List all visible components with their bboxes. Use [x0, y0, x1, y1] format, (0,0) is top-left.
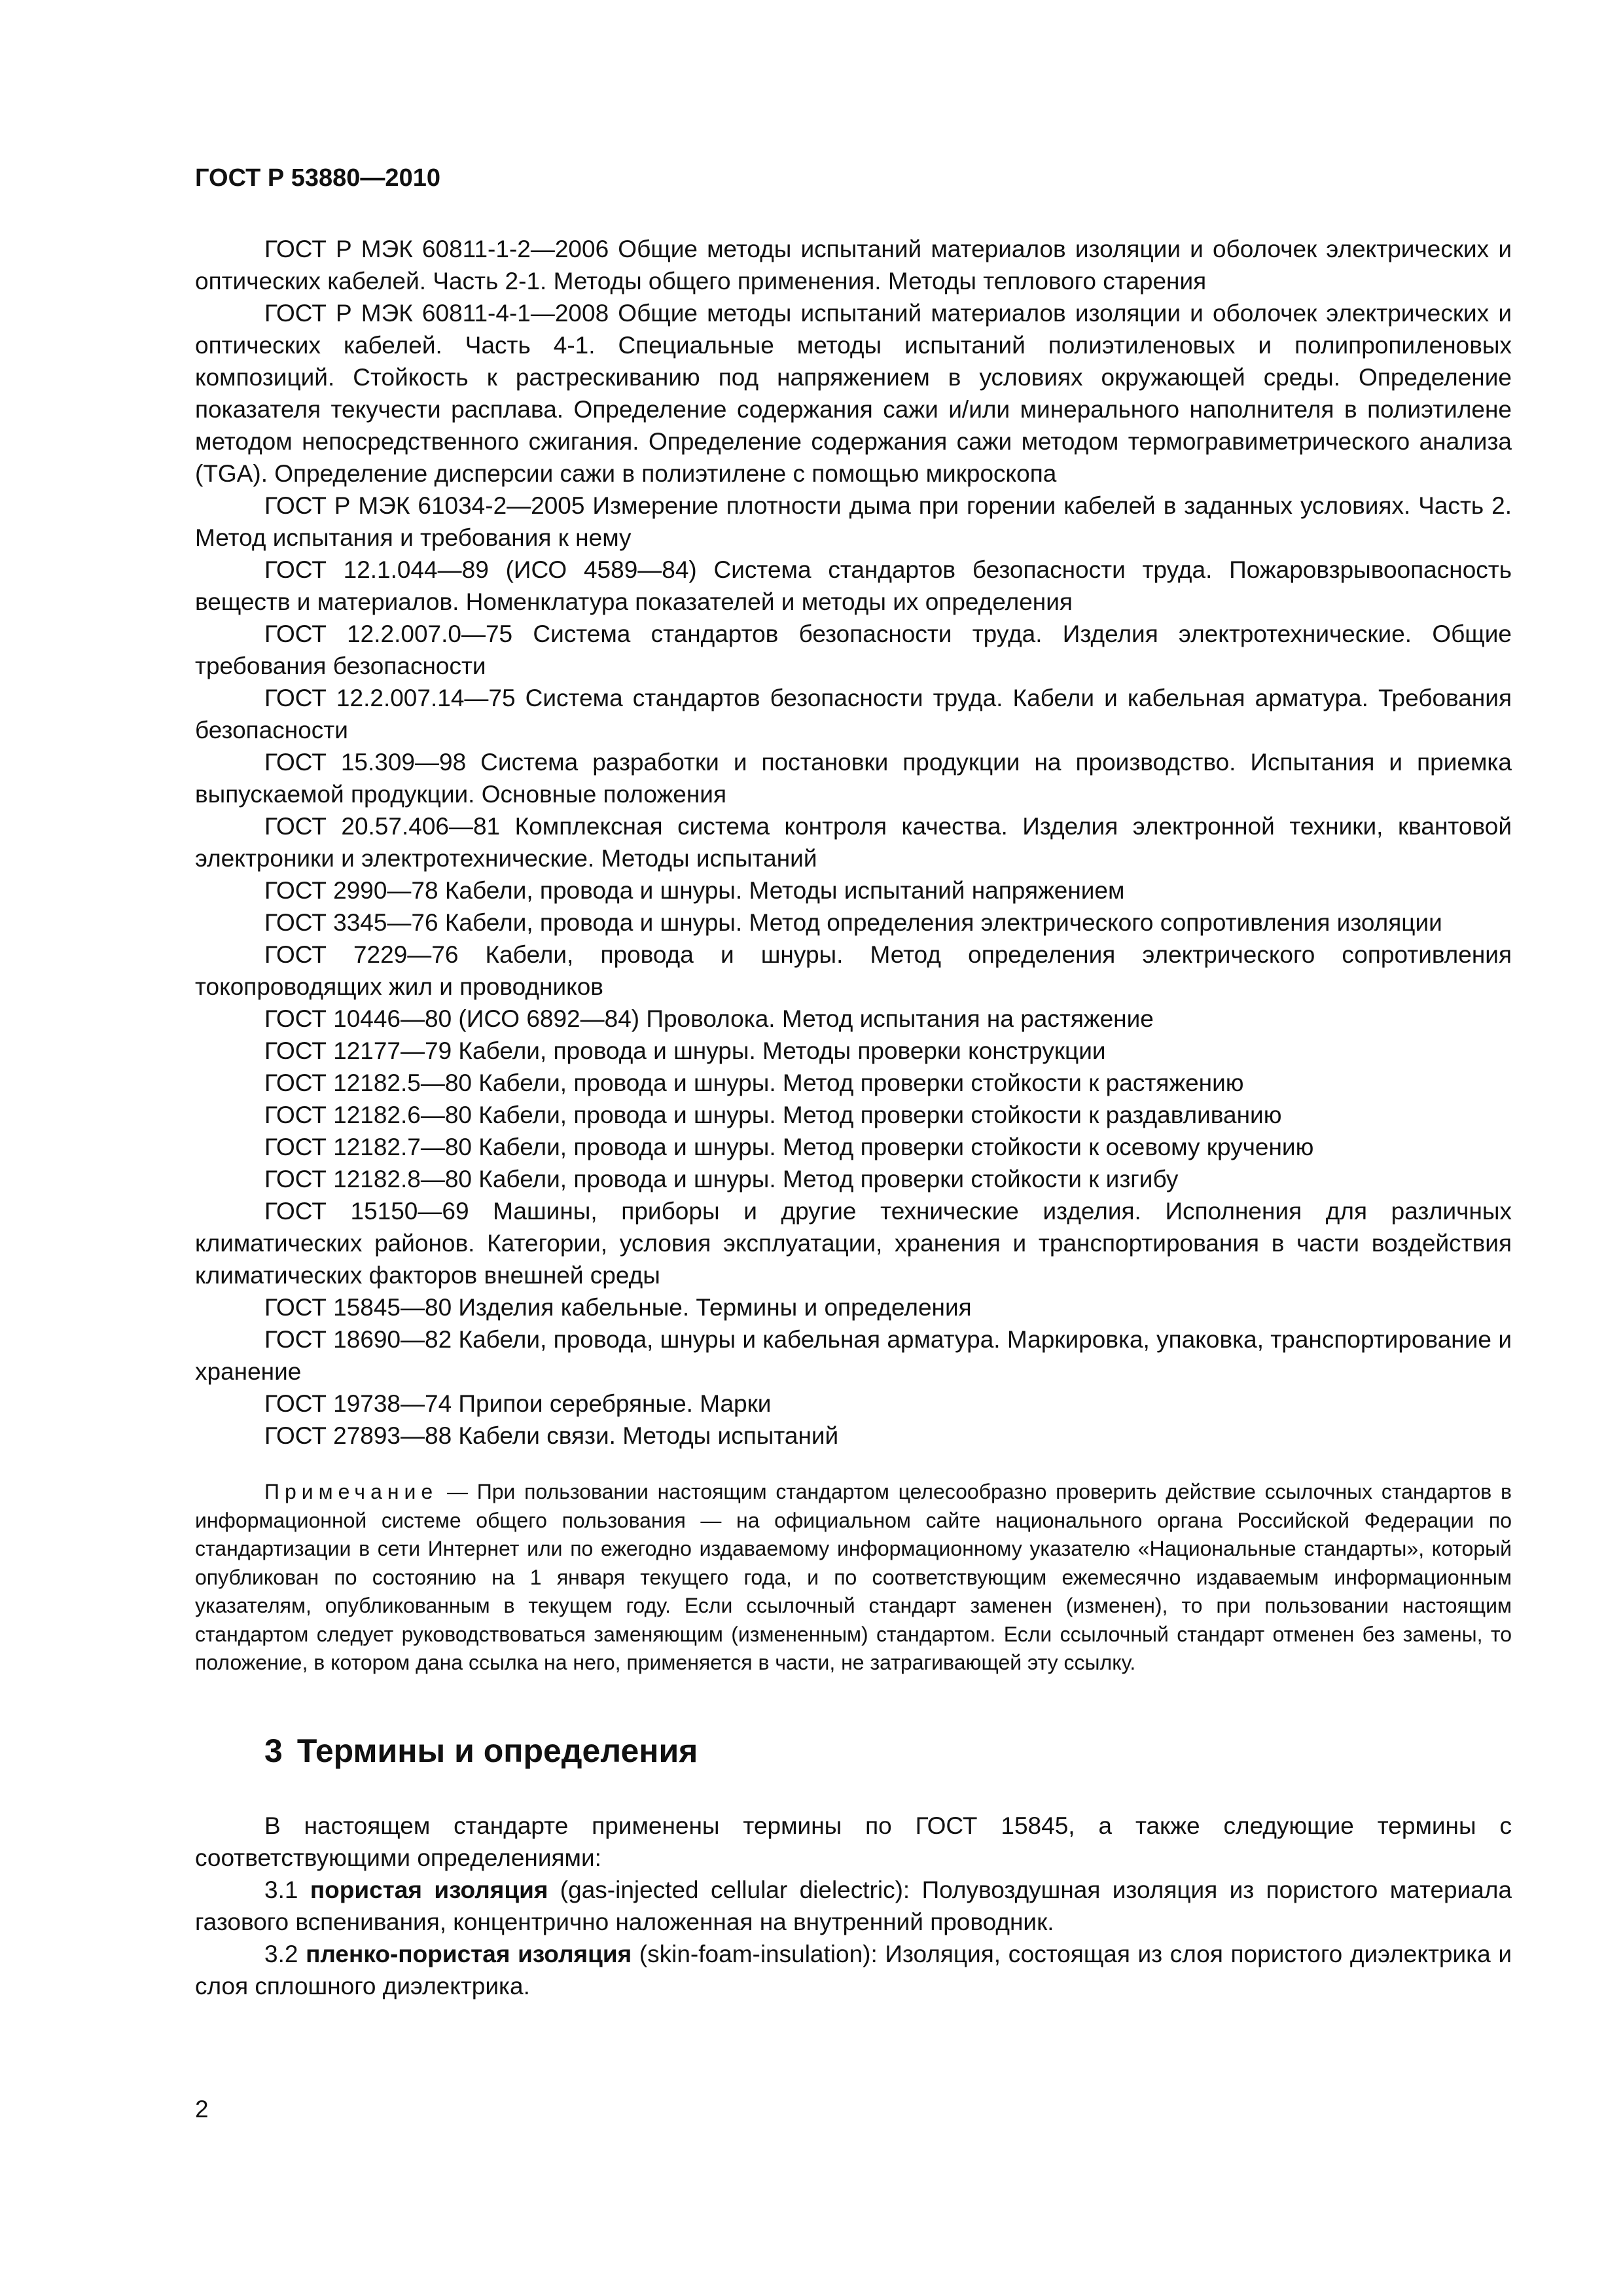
page-number: 2: [195, 2096, 209, 2123]
reference-item: ГОСТ 10446—80 (ИСО 6892—84) Проволока. Метод испытания на растяжение: [264, 1005, 1154, 1032]
reference-item: ГОСТ 12182.8—80 Кабели, провода и шнуры. Метод проверки стойкости к изгибу: [264, 1166, 1179, 1193]
reference-item: ГОСТ 19738—74 Припои серебряные. Марки: [264, 1390, 772, 1417]
reference-item: ГОСТ 12.2.007.0—75 Система стандартов безопасности труда. Изделия электротехнические. Общие требования безопасности: [195, 620, 1512, 679]
reference-item: ГОСТ 7229—76 Кабели, провода и шнуры. Метод определения электрического сопротивления токопроводящих жил и проводников: [195, 941, 1512, 1000]
section-title: Термины и определения: [296, 1732, 698, 1769]
term-number: 3.1: [264, 1876, 298, 1903]
reference-item: ГОСТ Р МЭК 60811-1-2—2006 Общие методы испытаний материалов изоляции и оболочек электрических и оптических кабелей. Часть 2-1. Методы общего применения. Методы теплового старения: [195, 236, 1512, 295]
reference-item: ГОСТ 12177—79 Кабели, провода и шнуры. Методы проверки конструкции: [264, 1037, 1106, 1064]
terms-block: [195, 1810, 1512, 2002]
reference-item: ГОСТ 12182.6—80 Кабели, провода и шнуры. Метод проверки стойкости к раздавливанию: [264, 1102, 1282, 1128]
term-definition-text: Полувоздушная изоляция из пористого материала газового вспенивания, концентрично наложенная на внутренний проводник.: [195, 1876, 1512, 1935]
reference-item: ГОСТ 15150—69 Машины, приборы и другие технические изделия. Исполнения для различных климатических районов. Категории, условия эксплуатации, хранения и транспортирования в части воздействия климатических факторов внешней среды: [195, 1198, 1512, 1289]
section-number: 3: [264, 1732, 283, 1769]
reference-item: ГОСТ 12182.7—80 Кабели, провода и шнуры. Метод проверки стойкости к осевому кручению: [264, 1134, 1314, 1160]
note-paragraph: Примечание — При пользовании настоящим стандартом целесообразно проверить действие ссылочных стандартов в информационной системе общего пользования — на официальном сайте национального органа Российской Федерации по стандартизации в сети Интернет или по ежегодно издаваемому информационному указателю «Национальные стандарты», который опубликован по состоянию на 1 января текущего года, и по соответствующим ежемесячно издаваемым информационным указателям, опубликованным в текущем году. Если ссылочный стандарт заменен (изменен), то при пользовании настоящим стандартом следует руководствоваться заменяющим (измененным) стандартом. Если ссылочный стандарт отменен без замены, то положение, в котором дана ссылка на него, применяется в части, не затрагивающей эту ссылку.: [195, 1480, 1512, 1674]
term-definition-text: Изоляция, состоящая из слоя пористого диэлектрика и слоя сплошного диэлектрика.: [195, 1940, 1512, 2000]
reference-item: ГОСТ 20.57.406—81 Комплексная система контроля качества. Изделия электронной техники, квантовой электроники и электротехнические. Методы испытаний: [195, 813, 1512, 872]
reference-item: ГОСТ 2990—78 Кабели, провода и шнуры. Методы испытаний напряжением: [264, 877, 1125, 904]
term-number: 3.2: [264, 1940, 298, 1967]
term-english: (skin-foam-insulation):: [639, 1940, 878, 1967]
section-intro: В настоящем стандарте применены термины по ГОСТ 15845, а также следующие термины с соответствующими определениями:: [195, 1812, 1512, 1871]
note-label: Примечание: [264, 1480, 438, 1503]
reference-item: ГОСТ 27893—88 Кабели связи. Методы испытаний: [264, 1422, 839, 1449]
term-name: пористая изоляция: [310, 1876, 548, 1903]
reference-item: ГОСТ 12.1.044—89 (ИСО 4589—84) Система стандартов безопасности труда. Пожаровзрывоопасность веществ и материалов. Номенклатура показателей и методы их определения: [195, 556, 1512, 615]
reference-item: ГОСТ 3345—76 Кабели, провода и шнуры. Метод определения электрического сопротивления изоляции: [264, 909, 1442, 936]
reference-item: ГОСТ 15.309—98 Система разработки и постановки продукции на производство. Испытания и приемка выпускаемой продукции. Основные положения: [195, 749, 1512, 808]
term-definition: [195, 1938, 1512, 2002]
document-header: ГОСТ Р 53880—2010: [195, 164, 440, 192]
reference-item: ГОСТ 18690—82 Кабели, провода, шнуры и кабельная арматура. Маркировка, упаковка, транспортирование и хранение: [195, 1326, 1512, 1385]
normative-references-list: [195, 233, 1512, 1452]
reference-item: ГОСТ Р МЭК 61034-2—2005 Измерение плотности дыма при горении кабелей в заданных условиях. Часть 2. Метод испытания и требования к нему: [195, 492, 1512, 551]
reference-item: ГОСТ 15845—80 Изделия кабельные. Термины и определения: [264, 1294, 972, 1321]
term-name: пленко-пористая изоляция: [306, 1940, 632, 1967]
term-definition: [195, 1874, 1512, 1938]
reference-item: ГОСТ 12.2.007.14—75 Система стандартов безопасности труда. Кабели и кабельная арматура. Требования безопасности: [195, 685, 1512, 744]
reference-item: ГОСТ 12182.5—80 Кабели, провода и шнуры. Метод проверки стойкости к растяжению: [264, 1069, 1244, 1096]
section-heading: [264, 1731, 1512, 1770]
note-text: При пользовании настоящим стандартом целесообразно проверить действие ссылочных стандартов в информационной системе общего пользования — на официальном сайте национального органа Российской Федерации по стандартизации в сети Интернет или по ежегодно издаваемому информационному указателю «Национальные стандарты», который опубликован по состоянию на 1 января текущего года, и по соответствующим ежемесячно издаваемым информационным указателям, опубликованным в текущем году. Если ссылочный стандарт заменен (изменен), то при пользовании настоящим стандартом следует руководствоваться заменяющим (измененным) стандартом. Если ссылочный стандарт отменен без замены, то положение, в котором дана ссылка на него, применяется в части, не затрагивающей эту ссылку.: [195, 1480, 1512, 1674]
reference-item: ГОСТ Р МЭК 60811-4-1—2008 Общие методы испытаний материалов изоляции и оболочек электрических и оптических кабелей. Часть 4-1. Специальные методы испытаний полиэтиленовых и полипропиленовых композиций. Стойкость к растрескиванию под напряжением в условиях окружающей среды. Определение показателя текучести расплава. Определение содержания сажи и/или минерального наполнителя в полиэтилене методом непосредственного сжигания. Определение содержания сажи методом термогравиметрического анализа (TGA). Определение дисперсии сажи в полиэтилене с помощью микроскопа: [195, 300, 1512, 487]
term-english: (gas-injected cellular dielectric):: [560, 1876, 910, 1903]
